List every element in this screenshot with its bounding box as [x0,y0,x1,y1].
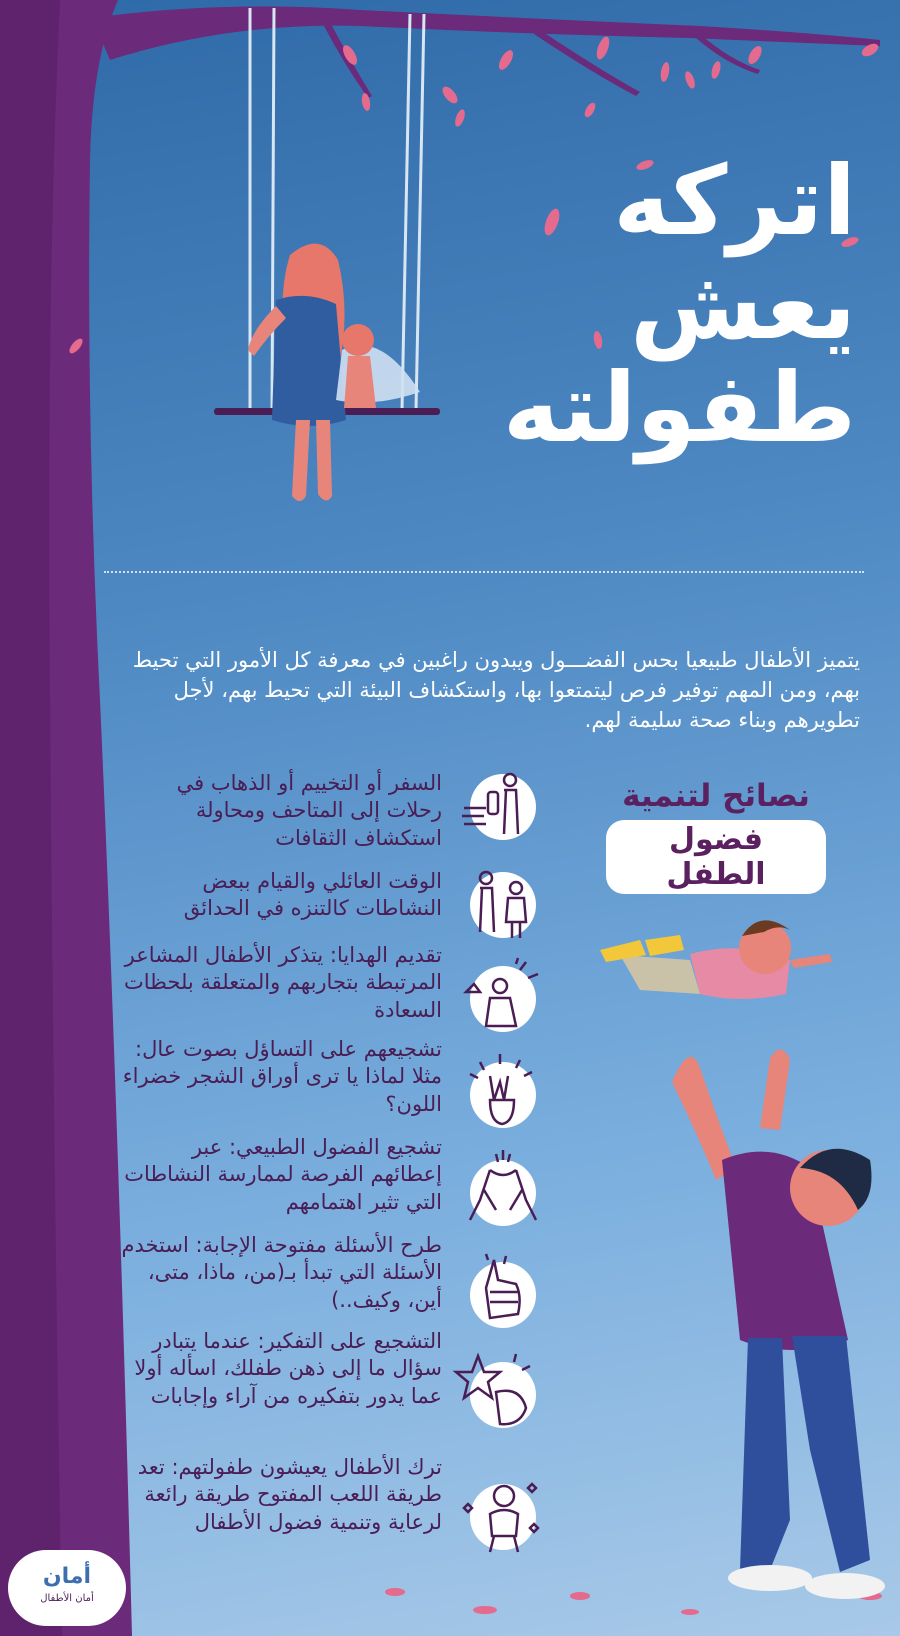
hand-rock-icon [470,1062,536,1128]
gift-icon [470,966,536,1032]
father-figure [672,1049,885,1599]
angel-child [336,324,420,408]
tip-item: تقديم الهدايا: يتذكر الأطفال المشاعر المرتبطة بتجاربهم والمتعلقة بلحظات السعادة [124,943,442,1022]
tips-heading [606,778,826,894]
brand-logo [8,1550,126,1626]
tip-item: الوقت العائلي والقيام ببعض النشاطات كالتنزه في الحدائق [183,869,442,921]
tip-item: تشجيع الفضول الطبيعي: عبر إعطائهم الفرصة لممارسة النشاطات التي تثير اهتمامهم [124,1135,442,1214]
tip-item: التشجيع على التفكير: عندما يتبادر سؤال ما إلى ذهن طفلك، اسأله أولا عما يدور بتفكيره من آراء وإجابات [134,1329,442,1408]
tip-item: تشجيعهم على التساؤل بصوت عال: مثلا لماذا يا ترى أوراق الشجر خضراء اللون؟ [122,1037,442,1116]
logo-mark: أمان [42,1564,92,1589]
girl-on-swing [248,244,346,501]
flying-child [600,920,832,999]
main-title [456,145,856,465]
high-five-icon [470,1160,536,1226]
star-hand-icon [470,1362,536,1428]
child-sparkle-icon [470,1484,536,1550]
title-line: اتركه [613,145,856,257]
thumbs-up-icon [470,1262,536,1328]
title-line: يعش [630,248,856,361]
tips-heading-line1: نصائح لتنمية [622,778,810,814]
travel-icon [470,774,536,840]
tree-twig [534,30,640,96]
tips-heading-line2: فضول الطفل [606,820,826,894]
tip-item: طرح الأسئلة مفتوحة الإجابة: استخدم الأسئلة التي تبدأ بـ(من، ماذا، متى، أين، وكيف..) [121,1233,442,1312]
dotted-divider [104,571,864,573]
tip-item: السفر أو التخييم أو الذهاب في رحلات إلى المتاحف ومحاولة استكشاف الثقافات [176,771,442,850]
family-icon [470,872,536,938]
logo-caption: أمان الأطفال [40,1593,94,1604]
tip-item: ترك الأطفال يعيشون طفولتهم: تعد طريقة اللعب المفتوح طريقة رائعة لرعاية وتنمية فضول الأطفال [137,1455,442,1534]
title-line: طفولته [502,352,856,465]
intro-paragraph: يتميز الأطفال طبيعيا بحس الفضـــول ويبدون راغبين في معرفة كل الأمور التي تحيط بهم، ومن المهم توفير فرص ليتمتعوا بها، واستكشاف البيئة التي تحيط بهم، لأجل تطويرهم وبناء صحة سليمة لهم. [132,648,860,732]
tree-branch [92,6,880,60]
